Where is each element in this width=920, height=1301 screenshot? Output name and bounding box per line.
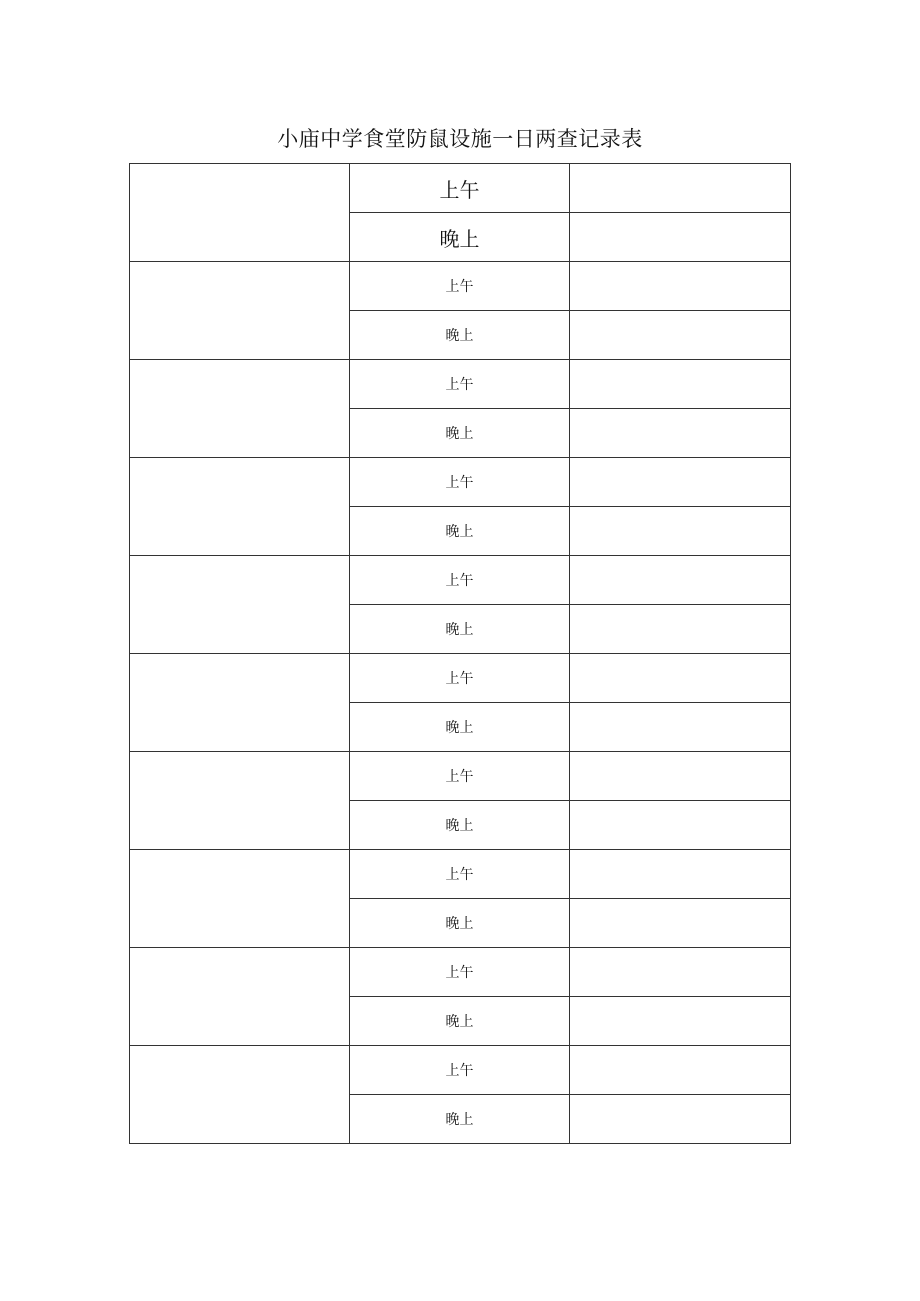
date-cell[interactable] [130,1046,350,1144]
inspection-record-table [129,163,791,1144]
period-label-morning: 上午 [350,654,570,703]
record-row-morning [130,752,791,801]
date-cell[interactable] [130,948,350,1046]
period-label-evening: 晚上 [350,507,570,556]
period-label-morning: 上午 [350,360,570,409]
period-label-evening: 晚上 [350,703,570,752]
date-cell[interactable] [130,164,350,262]
record-cell-evening[interactable] [570,899,791,948]
record-row-morning [130,850,791,899]
record-cell-morning[interactable] [570,654,791,703]
record-cell-evening[interactable] [570,507,791,556]
record-cell-morning[interactable] [570,948,791,997]
record-cell-morning[interactable] [570,164,791,213]
period-label-evening: 晚上 [350,801,570,850]
record-cell-morning[interactable] [570,850,791,899]
date-cell[interactable] [130,752,350,850]
record-cell-evening[interactable] [570,213,791,262]
record-cell-morning[interactable] [570,1046,791,1095]
record-row-morning [130,262,791,311]
record-cell-evening[interactable] [570,1095,791,1144]
record-cell-evening[interactable] [570,997,791,1046]
period-label-evening: 晚上 [350,311,570,360]
record-row-morning [130,164,791,213]
record-cell-evening[interactable] [570,311,791,360]
period-label-morning: 上午 [350,752,570,801]
date-cell[interactable] [130,360,350,458]
record-cell-morning[interactable] [570,360,791,409]
period-label-morning: 上午 [350,1046,570,1095]
period-label-morning: 上午 [350,458,570,507]
record-cell-evening[interactable] [570,703,791,752]
record-row-morning [130,948,791,997]
document-title: 小庙中学食堂防鼠设施一日两查记录表 [277,127,643,151]
period-label-morning: 上午 [350,556,570,605]
record-cell-morning[interactable] [570,458,791,507]
record-row-morning [130,1046,791,1095]
period-label-morning: 上午 [350,948,570,997]
period-label-evening: 晚上 [350,409,570,458]
date-cell[interactable] [130,262,350,360]
date-cell[interactable] [130,654,350,752]
period-label-morning: 上午 [350,164,570,213]
record-row-morning [130,458,791,507]
period-label-morning: 上午 [350,262,570,311]
inspection-record-body [130,164,791,1144]
record-cell-evening[interactable] [570,409,791,458]
record-cell-morning[interactable] [570,556,791,605]
period-label-evening: 晚上 [350,997,570,1046]
record-row-morning [130,360,791,409]
period-label-evening: 晚上 [350,899,570,948]
record-cell-morning[interactable] [570,752,791,801]
record-cell-morning[interactable] [570,262,791,311]
record-row-morning [130,556,791,605]
date-cell[interactable] [130,458,350,556]
record-cell-evening[interactable] [570,605,791,654]
period-label-evening: 晚上 [350,605,570,654]
date-cell[interactable] [130,850,350,948]
period-label-morning: 上午 [350,850,570,899]
period-label-evening: 晚上 [350,213,570,262]
period-label-evening: 晚上 [350,1095,570,1144]
date-cell[interactable] [130,556,350,654]
record-cell-evening[interactable] [570,801,791,850]
record-row-morning [130,654,791,703]
